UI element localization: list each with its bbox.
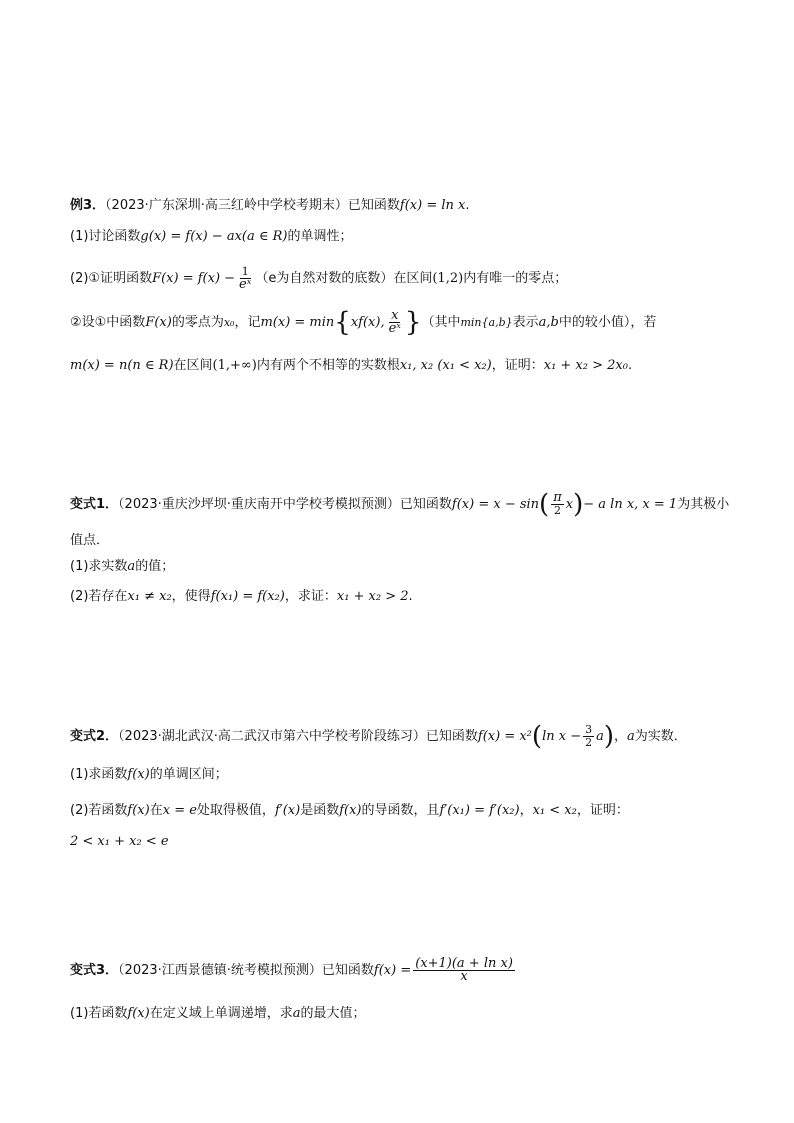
variant-2-stem: 变式2．（2023·湖北武汉·高二武汉市第六中学校考阶段练习）已知函数f(x) = x²(ln x − $\frac{3}{2}$ a)，a为实数． [70,721,687,752]
example-3-part-4: m(x) = n(n ∈ R)在区间(1,+∞)内有两个不相等的实数根x₁, x₂ (x₁ < x₂)，证明：x₁ + x₂ > 2x₀. [70,358,633,373]
variant-1-part-1: (1)求实数a的值； [70,559,175,574]
example-3-stem: 例3．（2023·广东深圳·高三红岭中学校考期末）已知函数f(x) = ln x. [70,198,470,213]
example-source: （2023·广东深圳·高三红岭中学校考期末）已知函数 [105,198,400,213]
variant-label: 变式1． [70,497,119,512]
variant-2-part-2-inequality: 2 < x₁ + x₂ < e [70,834,169,849]
example-3-part-1: (1)讨论函数g(x) = f(x) − ax(a ∈ R)的单调性； [70,229,353,244]
fraction: $\frac{1}{\text{eˣ}}$ [239,265,252,292]
example-label: 例3． [70,198,106,213]
function-expr: f(x) = ln x [399,198,466,213]
variant-3-part-1: (1)若函数f(x)在定义域上单调递增，求a的最大值； [70,1006,366,1021]
variant-1-stem: 变式1．（2023·重庆沙坪坝·重庆南开中学校考模拟预测）已知函数f(x) = x − sin( $\frac{\pi}{2}$ x)− a ln x, x = 1为其极小 [70,489,730,520]
variant-2-part-1: (1)求函数f(x)的单调区间； [70,767,228,782]
variant-1-stem-cont: 值点． [70,533,110,548]
variant-2-part-2: (2)若函数f(x)在x = e处取得极值，f′(x)是函数f(x)的导函数，且f′(x₁) = f′(x₂)，x₁ < x₂，证明： [70,803,629,818]
fraction: $\frac{\text{(x+1)(a + ln x)}}{x}$ [415,956,513,984]
variant-3-stem: 变式3．（2023·江西景德镇·统考模拟预测）已知函数f(x) = $\frac{\text{(x+1)(a + ln x)}}{x}$ [70,956,513,984]
fraction: $\frac{3}{2}$ [585,723,593,749]
variant-1-part-2: (2)若存在x₁ ≠ x₂，使得f(x₁) = f(x₂)，求证：x₁ + x₂ > 2. [70,589,413,604]
variant-label: 变式2． [70,729,119,744]
fraction: $\frac{x}{\text{eˣ}}$ [388,308,401,336]
example-3-part-3: ②设①中函数F(x)的零点为x₀，记m(x) = min{xf(x), $\frac{x}{\text{eˣ}}$ }（其中min{a,b}表示a,b中的较小值），若 [70,307,657,338]
fraction: $\frac{\pi}{2}$ [553,490,562,517]
variant-label: 变式3． [70,963,119,978]
example-3-part-2: (2)①证明函数F(x) = f(x) − $\frac{1}{\text{eˣ}}$ （e为自然对数的底数）在区间(1,2)内有唯一的零点； [70,265,568,292]
